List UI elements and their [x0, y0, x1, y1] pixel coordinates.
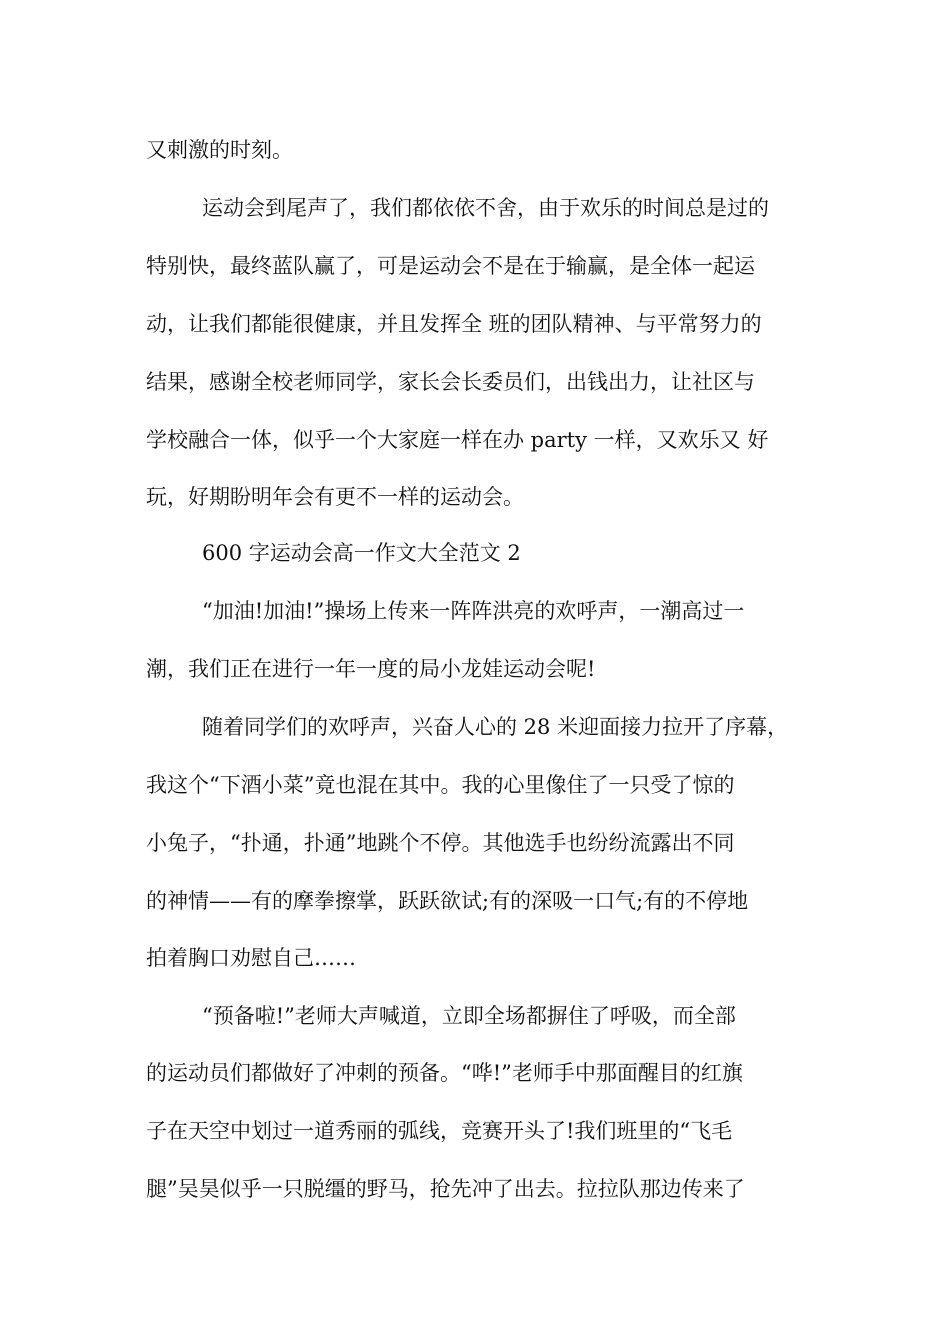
text-line: 拍着胸口劝慰自己……	[146, 946, 356, 970]
paragraph-start-line: “加油!加油!”操场上传来一阵阵洪亮的欢呼声，一潮高过一	[202, 599, 745, 623]
text-line: 我这个“下酒小菜”竟也混在其中。我的心里像住了一只受了惊的	[146, 773, 735, 797]
paragraph-start-line: “预备啦!”老师大声喊道，立即全场都摒住了呼吸，而全部	[202, 1004, 736, 1028]
text-line: 学校融合一体，似乎一个大家庭一样在办 party 一样，又欢乐又 好	[146, 428, 769, 452]
text-line: 小兔子，“扑通，扑通”地跳个不停。其他选手也纷纷流露出不同	[146, 831, 735, 855]
text-line: 的神情——有的摩拳擦掌，跃跃欲试;有的深吸一口气;有的不停地	[146, 889, 749, 913]
paragraph-start-line: 运动会到尾声了，我们都依依不舍，由于欢乐的时间总是过的	[202, 196, 769, 220]
section-heading: 600 字运动会高一作文大全范文 2	[202, 541, 521, 565]
text-line: 动，让我们都能很健康，并且发挥全 班的团队精神、与平常努力的	[146, 312, 762, 336]
text-line: 潮，我们正在进行一年一度的局小龙娃运动会呢!	[146, 657, 596, 681]
text-line: 腿”吴昊似乎一只脱缰的野马，抢先冲了出去。拉拉队那边传来了	[146, 1177, 745, 1201]
text-line: 子在天空中划过一道秀丽的弧线，竞赛开头了!我们班里的“飞毛	[146, 1119, 733, 1143]
text-line: 玩，好期盼明年会有更不一样的运动会。	[146, 485, 524, 509]
text-line: 结果，感谢全校老师同学，家长会长委员们，出钱出力，让社区与	[146, 370, 755, 394]
text-line: 又刺激的时刻。	[146, 138, 293, 162]
text-line: 的运动员们都做好了冲刺的预备。“哗!”老师手中那面醒目的红旗	[146, 1061, 743, 1085]
text-line: 特别快，最终蓝队赢了，可是运动会不是在于输赢，是全体一起运	[146, 254, 755, 278]
paragraph-start-line: 随着同学们的欢呼声，兴奋人心的 28 米迎面接力拉开了序幕，	[202, 715, 789, 739]
